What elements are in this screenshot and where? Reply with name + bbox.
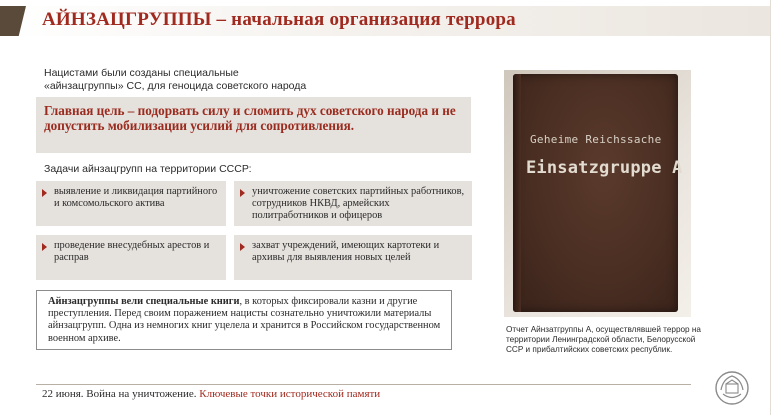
- cover-line-1: Geheime Reichssache: [530, 133, 662, 146]
- task-text-2: уничтожение советских партийных работников, сотрудников НКВД, армейских политработников и офицеров: [252, 186, 465, 222]
- bullet-triangle-icon: [240, 189, 245, 197]
- books-info-box: [36, 290, 452, 350]
- photo-caption: Отчет Айнзатгруппы А, осуществлявшей террор на территории Ленинградской области, Белорусской ССР и прибалтийских советских республик.: [506, 325, 701, 354]
- goal-text: Главная цель – подорвать силу и сломить дух советского народа и не допустить мобилизации усилий для сопротивления.: [44, 103, 456, 133]
- books-info-text: , в которых фиксировали казни и другие преступления. Перед своим поражением нацисты сознательно уничтожили материалы айнзацгрупп. Одна из немногих книг уцелела и хранится в Российском государственном военном архиве.: [48, 296, 441, 344]
- task-card-2: [234, 181, 472, 226]
- intro-text: [44, 67, 374, 93]
- tasks-label: Задачи айнзацгрупп на территории СССР:: [44, 163, 252, 175]
- goal-box: [36, 97, 471, 153]
- bullet-triangle-icon: [42, 243, 47, 251]
- task-card-3: [36, 235, 226, 280]
- task-card-1: [36, 181, 226, 226]
- task-text-1: выявление и ликвидация партийного и комсомольского актива: [54, 186, 218, 210]
- footer-highlight: Ключевые точки исторической памяти: [199, 388, 381, 400]
- task-card-4: [234, 235, 472, 280]
- cover-line-2: Einsatzgruppe A: [526, 158, 683, 178]
- bullet-triangle-icon: [42, 189, 47, 197]
- intro-line-2: «айнзацгруппы» СС, для геноцида советского народа: [44, 80, 307, 92]
- footer-prefix: 22 июня. Война на уничтожение.: [42, 388, 197, 400]
- emblem-icon: [714, 370, 750, 406]
- page-title: АЙНЗАЦГРУППЫ – начальная организация террора: [42, 9, 516, 30]
- footer-divider: [36, 384, 691, 385]
- task-text-4: захват учреждений, имеющих картотеки и архивы для выявления новых целей: [252, 240, 440, 264]
- book-cover: [513, 74, 683, 312]
- task-text-3: проведение внесудебных арестов и расправ: [54, 240, 210, 264]
- intro-line-1: Нацистами были созданы специальные: [44, 67, 239, 79]
- book-spine: [513, 74, 521, 312]
- bullet-triangle-icon: [240, 243, 245, 251]
- footer: [42, 388, 380, 400]
- right-edge-line: [770, 0, 771, 415]
- books-info-bold: Айнзацгруппы вели специальные книги: [48, 296, 240, 307]
